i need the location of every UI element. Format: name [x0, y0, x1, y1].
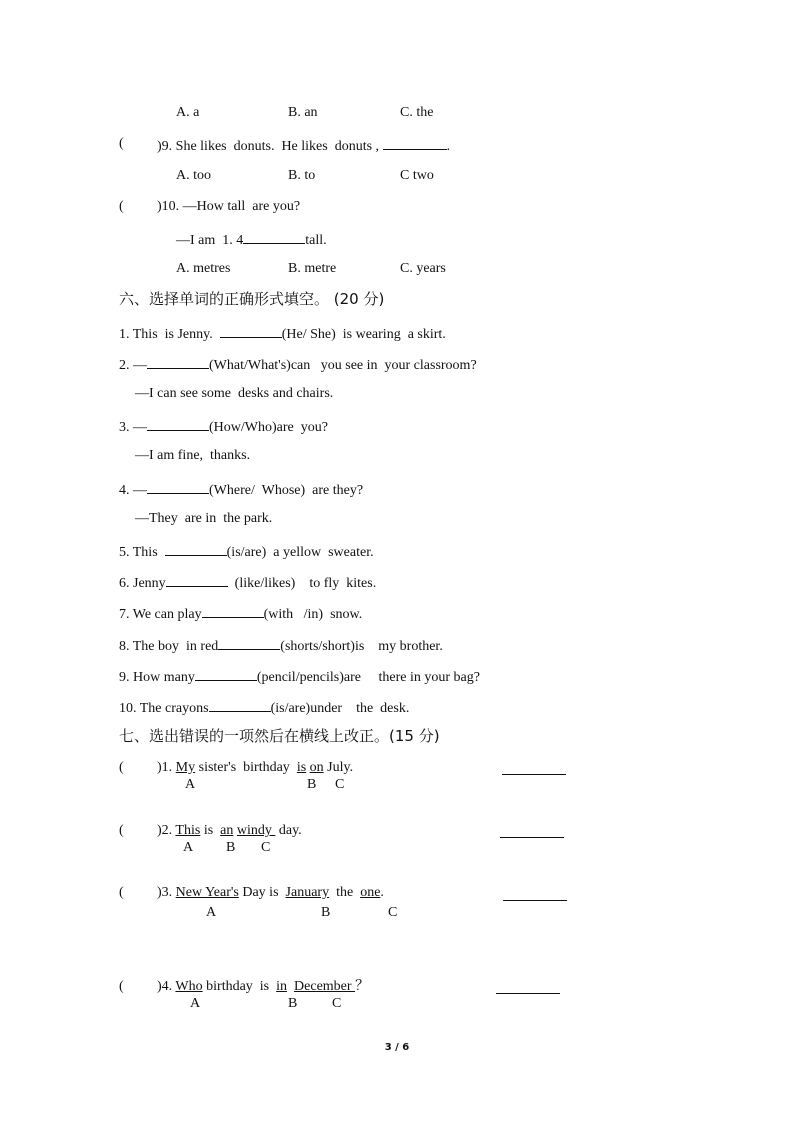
q10-option-c: C. years — [400, 261, 446, 276]
s6-item-8-pre: 8. The boy in red — [119, 639, 219, 654]
s7-q2-text-1: is — [200, 823, 221, 838]
s6-item-1-pre: 1. This is Jenny. — [119, 327, 220, 342]
s7-q4-text-2 — [287, 979, 294, 994]
section7-title: 七、选出错误的一项然后在横线上改正。(15 分) — [119, 727, 440, 745]
s7-q4-answer-line[interactable] — [496, 993, 560, 994]
q9-option-c: C two — [400, 168, 434, 183]
s7-q1-option-a-word: My — [175, 760, 196, 775]
q10-paren-open: ( — [119, 199, 124, 214]
s7-q2-label-b: B — [226, 840, 236, 855]
q8-option-b: B. an — [288, 105, 318, 120]
s6-item-3-pre: 3. — — [119, 420, 147, 435]
s6-item-4-answer: —They are in the park. — [135, 511, 273, 526]
s7-q3-sentence — [157, 884, 384, 902]
s6-item-7 — [119, 603, 362, 624]
s7-q3-label-c: C — [388, 905, 398, 920]
q10-line2-post: tall. — [305, 233, 327, 248]
s7-q2-answer-line[interactable] — [500, 837, 564, 838]
s7-q2-paren-open: ( — [119, 823, 124, 838]
q10-option-a: A. metres — [176, 261, 231, 276]
s7-q2-option-b-word: an — [220, 823, 234, 838]
q9-option-a: A. too — [176, 168, 211, 183]
q10-line1: —How tall are you? — [182, 199, 301, 214]
s6-item-5-post: (is/are) a yellow sweater. — [226, 545, 374, 560]
s7-q4-sentence — [157, 978, 369, 996]
q8-option-a: A. a — [176, 105, 200, 120]
s6-item-6-pre: 6. Jenny — [119, 576, 166, 591]
s7-q1-label-a: A — [185, 777, 196, 792]
section6-title: 六、选择单词的正确形式填空。 (20 分) — [119, 290, 385, 308]
s7-q1-paren-open: ( — [119, 760, 124, 775]
s6-item-1-post: (He/ She) is wearing a skirt. — [281, 327, 446, 342]
s7-q1-sentence — [157, 759, 353, 777]
q10-option-b: B. metre — [288, 261, 337, 276]
q9-text: She likes donuts. He likes donuts , — [175, 139, 380, 154]
s7-q4-label-b: B — [288, 996, 298, 1011]
s7-q3-text-1: Day is — [238, 885, 286, 900]
q10-blank[interactable] — [243, 229, 305, 244]
s7-q4-paren-open: ( — [119, 979, 124, 994]
s6-item-2-pre: 2. — — [119, 358, 147, 373]
s6-item-10-pre: 10. The crayons — [119, 701, 209, 716]
s6-item-6 — [119, 572, 376, 593]
q10-line2 — [176, 229, 327, 250]
s7-q4-option-a-word: Who — [175, 979, 203, 994]
s7-q4-text-3: ？ — [355, 979, 370, 994]
s7-q1-text-3: July. — [323, 760, 354, 775]
q10-number: )10. — [157, 199, 180, 214]
s6-item-2-blank[interactable] — [147, 354, 209, 369]
s6-item-1-blank[interactable] — [220, 323, 282, 338]
s6-item-4-blank[interactable] — [147, 479, 209, 494]
q8-option-c: C. the — [400, 105, 434, 120]
s6-item-3-blank[interactable] — [147, 416, 209, 431]
s6-item-4 — [119, 479, 363, 500]
s7-q1-label-c: C — [335, 777, 345, 792]
s6-item-8 — [119, 635, 443, 656]
s6-item-9-blank[interactable] — [195, 666, 257, 681]
s7-q2-label-c: C — [261, 840, 271, 855]
s7-q3-number: )3. — [157, 885, 173, 900]
s7-q1-text-1: sister's birthday — [195, 760, 297, 775]
s7-q3-option-a-word: New Year's — [175, 885, 239, 900]
s7-q1-label-b: B — [307, 777, 317, 792]
s7-q4-label-c: C — [332, 996, 342, 1011]
s7-q4-option-c-word: December — [294, 979, 356, 994]
s6-item-9 — [119, 666, 480, 687]
s7-q3-label-a: A — [206, 905, 217, 920]
s6-item-10 — [119, 697, 409, 718]
s7-q3-text-3: . — [380, 885, 384, 900]
s7-q1-answer-line[interactable] — [502, 774, 566, 775]
q10-line2-pre: —I am 1. 4 — [176, 233, 244, 248]
s6-item-7-pre: 7. We can play — [119, 607, 202, 622]
s6-item-10-post: (is/are)under the desk. — [270, 701, 410, 716]
s6-item-2-answer: —I can see some desks and chairs. — [135, 386, 334, 401]
s7-q2-label-a: A — [183, 840, 194, 855]
s7-q3-option-b-word: January — [285, 885, 330, 900]
s7-q3-option-c-word: one — [360, 885, 381, 900]
s7-q2-number: )2. — [157, 823, 173, 838]
q9-question — [157, 135, 450, 156]
s7-q4-option-b-word: in — [276, 979, 288, 994]
s7-q1-number: )1. — [157, 760, 173, 775]
s6-item-10-blank[interactable] — [209, 697, 271, 712]
s6-item-8-post: (shorts/short)is my brother. — [280, 639, 443, 654]
s7-q3-paren-open: ( — [119, 885, 124, 900]
s6-item-8-blank[interactable] — [218, 635, 280, 650]
s7-q1-option-c-word: on — [309, 760, 324, 775]
s7-q3-label-b: B — [321, 905, 331, 920]
s7-q3-answer-line[interactable] — [503, 900, 567, 901]
q9-number: )9. — [157, 139, 173, 154]
s7-q2-sentence — [157, 822, 302, 840]
s7-q4-number: )4. — [157, 979, 173, 994]
q10-question — [157, 198, 300, 216]
s6-item-5 — [119, 541, 374, 562]
s6-item-3-post: (How/Who)are you? — [209, 420, 328, 435]
s6-item-7-blank[interactable] — [202, 603, 264, 618]
s6-item-5-blank[interactable] — [165, 541, 227, 556]
s7-q2-option-c-word: windy — [236, 823, 276, 838]
s7-q2-text-3: day. — [275, 823, 302, 838]
s7-q4-text-1: birthday is — [202, 979, 277, 994]
s6-item-4-pre: 4. — — [119, 483, 147, 498]
page-number: 3 / 6 — [384, 1042, 410, 1053]
s6-item-2-post: (What/What's)can you see in your classroom? — [209, 358, 477, 373]
q9-paren-open: ( — [119, 136, 124, 151]
s6-item-3-answer: —I am fine, thanks. — [135, 448, 251, 463]
q9-option-b: B. to — [288, 168, 316, 183]
s7-q1-option-b-word: is — [296, 760, 307, 775]
s6-item-5-pre: 5. This — [119, 545, 165, 560]
s7-q3-text-2: the — [329, 885, 361, 900]
s6-item-6-blank[interactable] — [166, 572, 228, 587]
s6-item-3 — [119, 416, 328, 437]
s7-q2-option-a-word: This — [175, 823, 201, 838]
s6-item-4-post: (Where/ Whose) are they? — [209, 483, 364, 498]
s6-item-2 — [119, 354, 477, 375]
s6-item-9-pre: 9. How many — [119, 670, 195, 685]
s6-item-7-post: (with /in) snow. — [263, 607, 363, 622]
s7-q4-label-a: A — [190, 996, 201, 1011]
q9-blank[interactable] — [383, 135, 447, 150]
s6-item-1 — [119, 323, 446, 344]
s6-item-6-post: (like/likes) to fly kites. — [227, 576, 377, 591]
q9-end: . — [446, 139, 451, 154]
s6-item-9-post: (pencil/pencils)are there in your bag? — [256, 670, 480, 685]
